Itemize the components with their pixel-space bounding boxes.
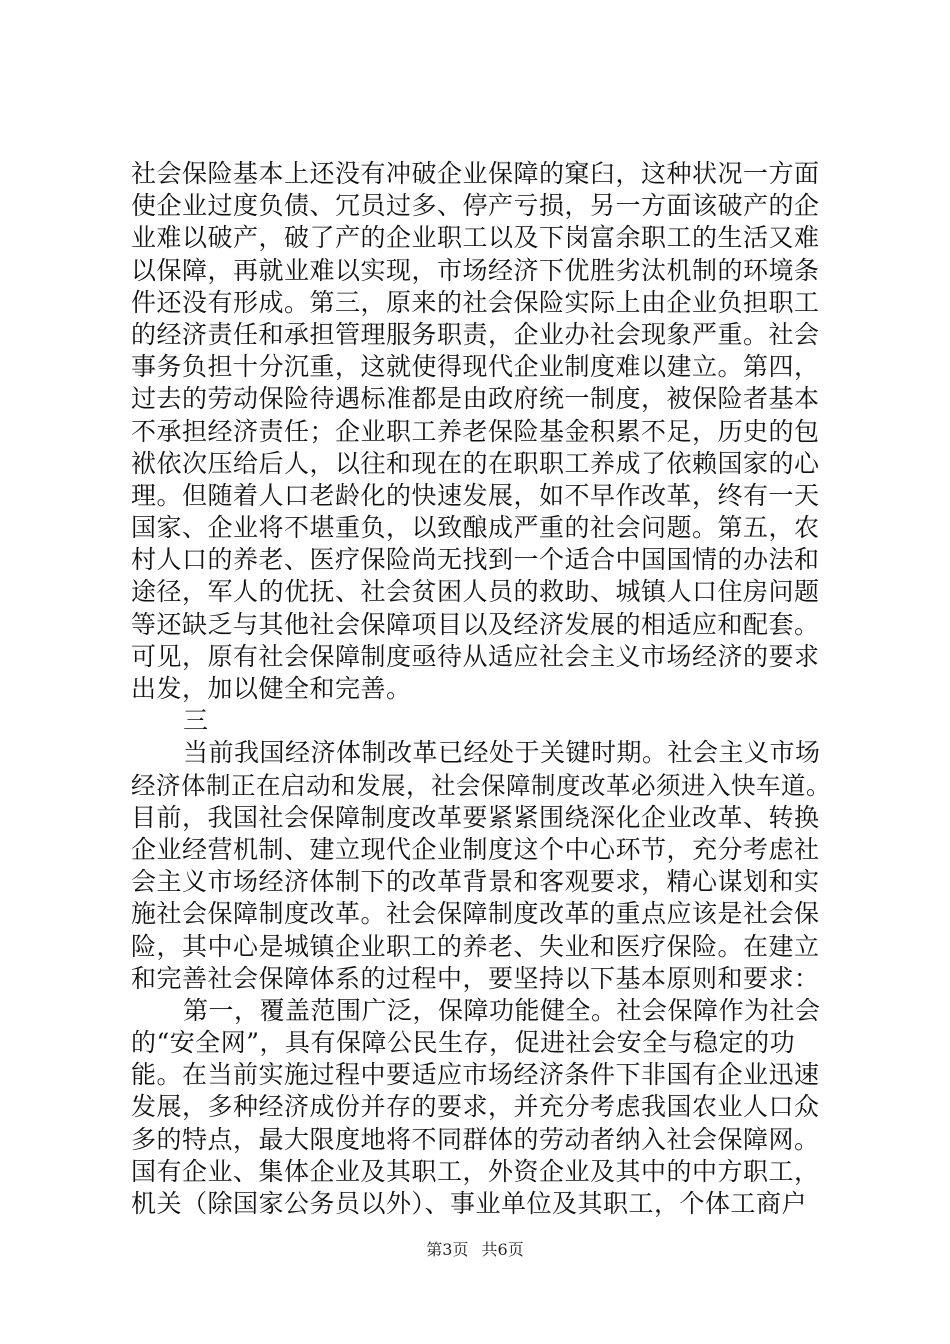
text-line: 使企业过度负债、冗员过多、停产亏损，另一方面该破产的企 — [131, 191, 820, 221]
text-line: 和完善社会保障体系的过程中，要坚持以下基本原则和要求： — [131, 963, 820, 993]
text-line: 目前，我国社会保障制度改革要紧紧围绕深化企业改革、转换 — [131, 802, 820, 832]
text-line: 出发，加以健全和完善。 — [131, 674, 412, 703]
section-heading: 三 — [183, 706, 209, 736]
text-line: 施社会保障制度改革。社会保障制度改革的重点应该是社会保 — [131, 899, 820, 929]
text-line: 企业经营机制、建立现代企业制度这个中心环节，充分考虑社 — [131, 834, 820, 864]
text-line: 社会保险基本上还没有冲破企业保障的窠臼，这种状况一方面 — [131, 159, 820, 188]
text-line: 险，其中心是城镇企业职工的养老、失业和医疗保险。在建立 — [131, 931, 820, 961]
text-line: 村人口的养老、医疗保险尚无找到一个适合中国国情的办法和 — [131, 545, 820, 575]
text-line: 可见，原有社会保障制度亟待从适应社会主义市场经济的要求 — [131, 641, 820, 671]
text-line: 袱依次压给后人，以往和现在的在职职工养成了依赖国家的心 — [131, 448, 820, 478]
text-line: 等还缺乏与其他社会保障项目以及经济发展的相适应和配套。 — [131, 609, 820, 639]
text-line: 事务负担十分沉重，这就使得现代企业制度难以建立。第四， — [131, 352, 820, 382]
page-total: 共6页 — [481, 1240, 524, 1259]
text-line: 第一，覆盖范围广泛，保障功能健全。社会保障作为社会 — [183, 995, 821, 1025]
page-footer — [0, 1237, 950, 1260]
text-line: 当前我国经济体制改革已经处于关键时期。社会主义市场 — [183, 738, 821, 768]
text-line: 国家、企业将不堪重负，以致酿成严重的社会问题。第五，农 — [131, 513, 820, 543]
text-line: 国有企业、集体企业及其职工，外资企业及其中的中方职工， — [131, 1156, 820, 1186]
text-line: 多的特点，最大限度地将不同群体的劳动者纳入社会保障网。 — [131, 1124, 820, 1154]
body-text — [131, 158, 831, 1220]
text-line: 经济体制正在启动和发展，社会保障制度改革必须进入快车道。 — [131, 770, 831, 800]
text-line: 件还没有形成。第三，原来的社会保险实际上由企业负担职工 — [131, 287, 820, 317]
text-line: 理。但随着人口老龄化的快速发展，如不早作改革，终有一天 — [131, 480, 820, 510]
text-line: 机关（除国家公务员以外）、事业单位及其职工，个体工商户 — [131, 1189, 808, 1218]
text-line: 的经济责任和承担管理服务职责，企业办社会现象严重。社会 — [131, 319, 820, 349]
page-number: 第3页 — [426, 1240, 469, 1259]
text-line: 不承担经济责任；企业职工养老保险基金积累不足，历史的包 — [131, 416, 820, 446]
text-line: 的“安全网”，具有保障公民生存，促进社会安全与稳定的功 — [131, 1028, 796, 1058]
text-line: 业难以破产，破了产的企业职工以及下岗富余职工的生活又难 — [131, 223, 820, 253]
text-line: 过去的劳动保险待遇标准都是由政府统一制度，被保险者基本 — [131, 384, 820, 414]
text-line: 发展，多种经济成份并存的要求，并充分考虑我国农业人口众 — [131, 1092, 820, 1122]
text-line: 途径，军人的优抚、社会贫困人员的救助、城镇人口住房问题 — [131, 577, 820, 607]
text-line: 会主义市场经济体制下的改革背景和客观要求，精心谋划和实 — [131, 867, 820, 897]
text-line: 以保障，再就业难以实现，市场经济下优胜劣汰机制的环境条 — [131, 255, 820, 285]
text-line: 能。在当前实施过程中要适应市场经济条件下非国有企业迅速 — [131, 1060, 820, 1090]
